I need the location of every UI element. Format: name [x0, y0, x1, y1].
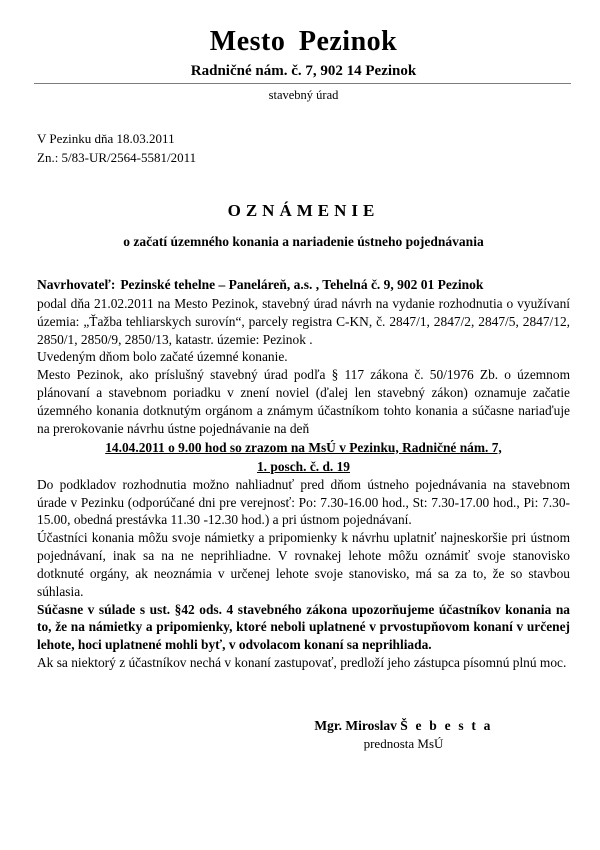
signature-block — [37, 717, 570, 753]
applicant-line — [37, 276, 570, 295]
paragraph-objections: Účastníci konania môžu svoje námietky a pripomienky k návrhu uplatniť najneskoršie pri ústnom pojednávaní, inak sa na ne neprihliadne. V rovnakej lehote môžu oznámiť svoje stanovisko dotknuté orgány, ak neoznámia v určenej lehote svoje stanovisko, má sa za to, že so stavbou súhlasia. — [37, 530, 570, 599]
place-and-date: V Pezinku dňa 18.03.2011 — [37, 131, 175, 147]
paragraph-warning: Súčasne v súlade s ust. §42 ods. 4 stavebného zákona upozorňujeme účastníkov konania na to, že na námietky a pripomienky, ktoré neboli uplatnené v prvostupňovom konaní v určenej lehote, hoci uplatnené mohli byť, v odvolacom konaní sa neprihliada. — [37, 601, 570, 653]
organization-department: stavebný úrad — [268, 88, 339, 103]
applicant-value: Pezinské tehelne – Paneláreň, a.s. , Tehelná č. 9, 902 01 Pezinok — [120, 277, 484, 293]
paragraph-representation: Ak sa niektorý z účastníkov nechá v konaní zastupovať, predloží jeho zástupca písomnú plnú moc. — [37, 655, 567, 671]
paragraph-request: podal dňa 21.02.2011 na Mesto Pezinok, stavebný úrad návrh na vydanie rozhodnutia o využívaní územia: „Ťažba tehliarskych surovín“, parcely registra C-KN, č. 2847/1, 2847/2, 2847/5, 2847/12, 2850/1, 2850/9, 2850/13, katastr. územie: Pezinok . — [37, 295, 570, 347]
signatory-role: prednosta MsÚ — [363, 736, 444, 752]
hearing-location-line-2 — [37, 458, 570, 476]
letterhead — [37, 26, 570, 103]
hearing-datetime-line-1 — [37, 439, 570, 457]
reference-block — [37, 130, 570, 168]
file-number: Zn.: 5/83-UR/2564-5581/2011 — [37, 150, 197, 166]
document-subtitle: o začatí územného konania a nariadenie ústneho pojednávania — [123, 234, 484, 250]
document-title: OZNÁMENIE — [227, 201, 380, 221]
organization-address: Radničné nám. č. 7, 902 14 Pezinok — [190, 63, 417, 80]
signatory-name — [237, 717, 570, 735]
paragraph-file-inspection: Do podkladov rozhodnutia možno nahliadnuť pred dňom ústneho pojednávania na stavebnom úrade v Pezinku (odporúčané dni pre verejnosť: Po: 7.30-16.00 hod., St: 7.30-17.00 hod., Pi: 7.30-15.00, obedná prestávka 11.30 -12.30 hod.) a pri ústnom pojednávaní. — [37, 476, 570, 528]
applicant-label: Navrhovateľ: — [37, 277, 116, 293]
hearing-location-text: 1. posch. č. d. 19 — [256, 458, 350, 474]
hearing-datetime-text: 14.04.2011 o 9.00 hod so zrazom na MsÚ v Pezinku, Radničné nám. 7, — [105, 439, 502, 455]
header-divider — [34, 83, 571, 84]
paragraph-commenced: Uvedeným dňom bolo začaté územné konanie. — [37, 349, 288, 365]
paragraph-legal-basis: Mesto Pezinok, ako príslušný stavebný úrad podľa § 117 zákona č. 50/1976 Zb. o územnom plánovaní a stavebnom poriadku v znení noviel (ďalej len stavebný zákon) oznamuje začatie územného konania dotknutým orgánom a známym účastníkom tohto konania a súčasne nariaďuje na prerokovanie návrhu ústne pojednávanie na deň — [37, 367, 570, 436]
signatory-surname: Š e b e s t a — [400, 717, 493, 733]
organization-name: Mesto Pezinok — [209, 26, 398, 57]
signatory-given-name: Mgr. Miroslav — [314, 717, 401, 733]
